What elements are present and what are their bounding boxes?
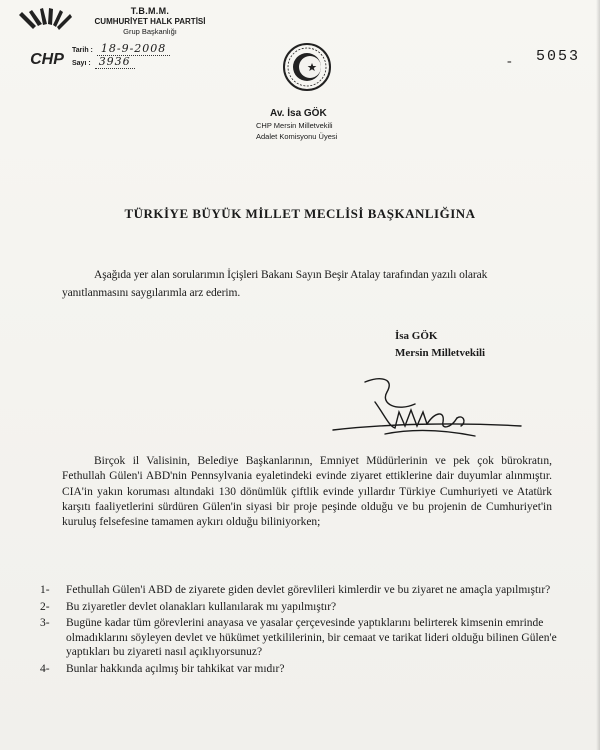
deputy-position: CHP Mersin Milletvekili bbox=[256, 121, 333, 130]
question-text: Fethullah Gülen'i ABD de ziyarete giden devlet görevlileri kimlerdir ve bu ziyaret ne amaçla yapılmıştır? bbox=[66, 584, 551, 596]
party-name: CUMHURİYET HALK PARTİSİ bbox=[94, 17, 206, 26]
letterhead bbox=[80, 6, 220, 36]
question-item bbox=[40, 616, 560, 660]
document-title: TÜRKİYE BÜYÜK MİLLET MECLİSİ BAŞKANLIĞINA bbox=[124, 206, 476, 221]
question-number: 4- bbox=[40, 662, 50, 675]
document-dash: - bbox=[507, 54, 512, 69]
date-value: 18-9-2008 bbox=[97, 42, 170, 56]
question-item bbox=[40, 662, 560, 677]
question-number: 2- bbox=[40, 600, 50, 613]
signer-title: Mersin Milletvekili bbox=[395, 347, 486, 359]
logo-text: CHP bbox=[30, 51, 64, 68]
number-row bbox=[72, 55, 135, 68]
question-item bbox=[40, 600, 560, 615]
question-text: Bunlar hakkında açılmış bir tahkikat var mıdır? bbox=[66, 662, 285, 675]
deputy-name: Av. İsa GÖK bbox=[270, 108, 327, 119]
intro-paragraph: Aşağıda yer alan sorularımın İçişleri Bakanı Sayın Beşir Atalay tarafından yazılı olarak yanıtlanmasını saygılarımla arz ederim. bbox=[62, 269, 488, 299]
date-row bbox=[72, 42, 170, 55]
body-paragraph: Birçok il Valisinin, Belediye Başkanlarının, Emniyet Müdürlerinin ve pek çok bürokratın, Fethullah Gülen'i ABD'nin Pennsylvania eyaletindeki evinde ziyaret ettiklerine dair duyumlar alınmıştır. CIA'in yakın koruması altındaki 130 dönümlük çiftlik evinde yıllardır Türkiye Cumhuriyeti ve Atatürk karşıtı faaliyetlerini sürdüren Gülen'in siyasi bir proje peşinde olduğu ve bu projenin de Cumhuriyet'in kuruluş felsefesine tamamen aykırı olduğu biliniyorken; bbox=[62, 455, 552, 529]
document-number: 5053 bbox=[535, 48, 580, 65]
deputy-committee: Adalet Komisyonu Üyesi bbox=[256, 132, 338, 141]
chp-logo-icon bbox=[14, 8, 80, 70]
assembly-name: T.B.M.M. bbox=[130, 6, 170, 16]
question-number: 3- bbox=[40, 617, 50, 629]
question-text: Bu ziyaretler devlet olanakları kullanılarak mı yapılmıştır? bbox=[66, 600, 337, 613]
question-number: 1- bbox=[40, 584, 50, 596]
handwritten-signature bbox=[325, 368, 525, 448]
number-label: Sayı : bbox=[72, 60, 91, 67]
deputy-block bbox=[250, 108, 380, 141]
scan-edge-shadow bbox=[596, 0, 600, 750]
office-name: Grup Başkanlığı bbox=[123, 27, 177, 36]
question-list bbox=[40, 583, 560, 678]
signer-name: İsa GÖK bbox=[395, 330, 438, 342]
question-text: Bugüne kadar tüm görevlerini anayasa ve yasalar çerçevesinde yaptıklarını belirterek kimsenin emrinde olmadıklarını söyleyen devlet ve hükümet yetkililerinin, bir cemaat ve tarikat lideri olduğu bilinen Gülen'e yaptıkları bu ziyareti nasıl açıklıyorsunuz? bbox=[66, 617, 557, 658]
number-value: 3936 bbox=[95, 55, 135, 69]
date-label: Tarih : bbox=[72, 47, 93, 54]
tbmm-emblem-icon bbox=[282, 42, 332, 92]
question-item bbox=[40, 583, 560, 598]
